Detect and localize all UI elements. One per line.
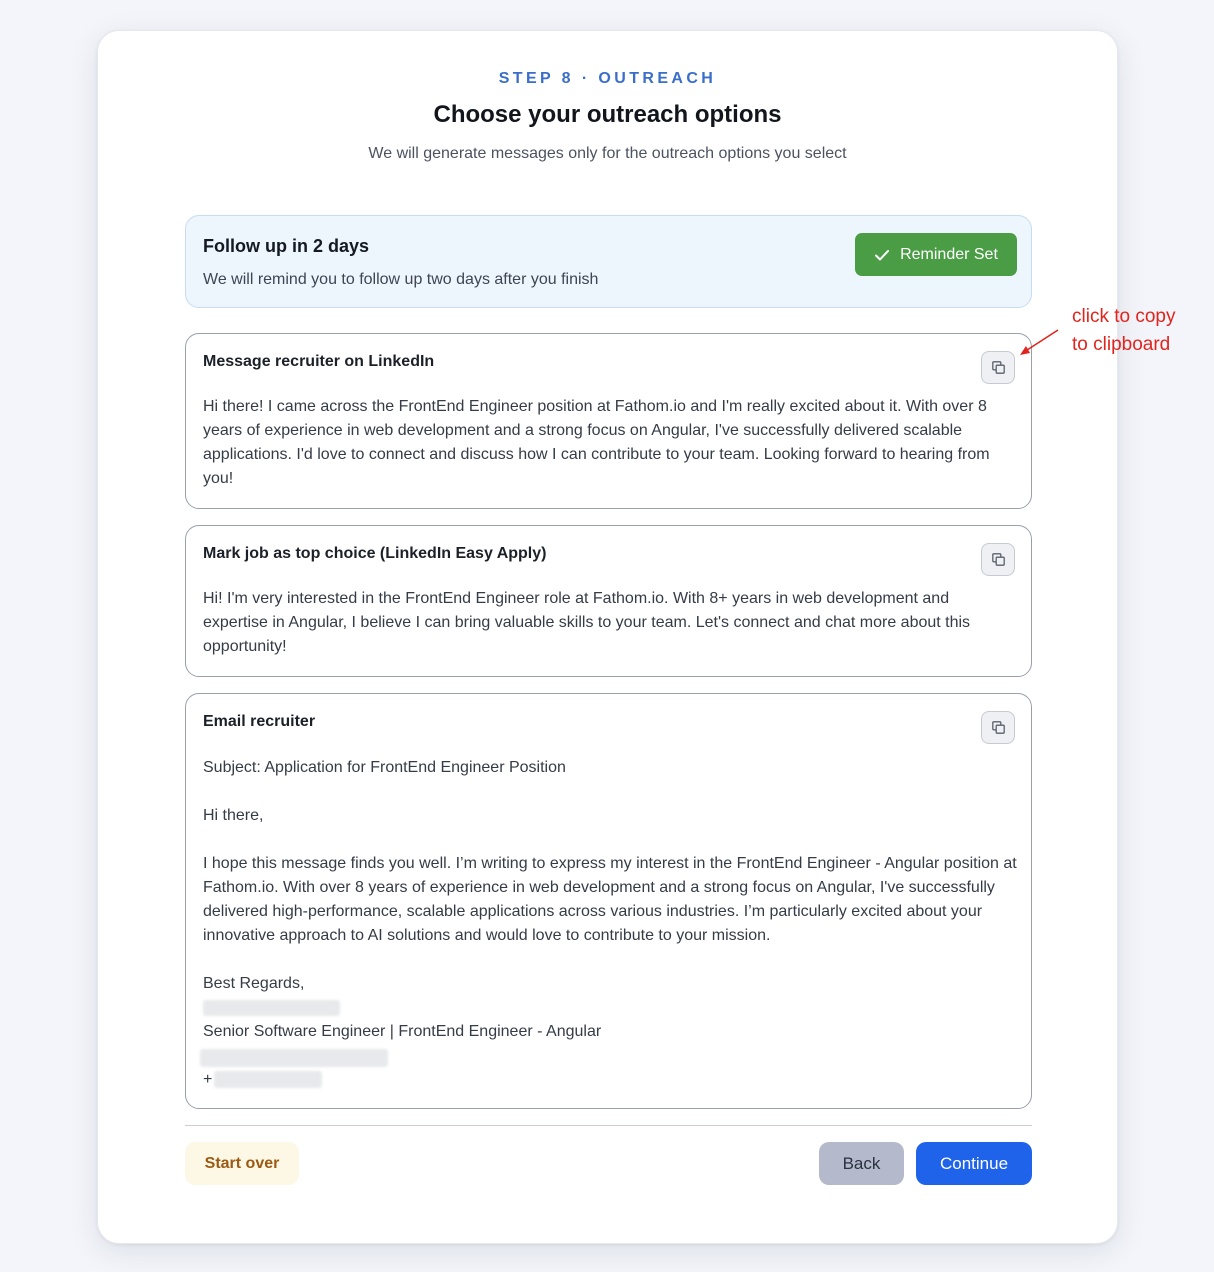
email-greeting: Hi there,: [203, 807, 264, 824]
copy-button[interactable]: [981, 351, 1015, 384]
copy-annotation: click to copy to clipboard: [1072, 306, 1176, 355]
message-title: Mark job as top choice (LinkedIn Easy Apply): [203, 545, 547, 562]
back-button[interactable]: Back: [819, 1142, 904, 1185]
reminder-description: We will remind you to follow up two days after you finish: [203, 271, 599, 288]
copy-button[interactable]: [981, 711, 1015, 744]
footer-divider: [185, 1125, 1032, 1126]
redacted-contact: [200, 1049, 388, 1067]
step-label: STEP 8 · OUTREACH: [498, 70, 717, 87]
copy-button[interactable]: [981, 543, 1015, 576]
copy-icon: [992, 361, 1005, 374]
top-choice-message-card: [185, 525, 1032, 677]
copy-icon: [992, 553, 1005, 566]
page-subtitle: We will generate messages only for the outreach options you select: [368, 145, 847, 162]
check-icon: [874, 247, 890, 263]
continue-button[interactable]: Continue: [916, 1142, 1032, 1185]
annotation-arrow-icon: [1014, 326, 1062, 358]
email-signoff: Best Regards,: [203, 975, 305, 992]
redacted-name: [203, 1000, 340, 1016]
email-message-card: [185, 693, 1032, 1109]
follow-up-reminder-panel: [185, 215, 1032, 308]
copy-icon: [992, 721, 1005, 734]
reminder-set-button[interactable]: [855, 233, 1017, 276]
start-over-button[interactable]: Start over: [185, 1142, 299, 1185]
email-signature-title: Senior Software Engineer | FrontEnd Engineer - Angular: [203, 1023, 602, 1040]
email-subject: Subject: Application for FrontEnd Engineer Position: [203, 759, 566, 776]
message-body: Hi there! I came across the FrontEnd Engineer position at Fathom.io and I'm really excited about it. With over 8 years of experience in web development and a strong focus on Angular, I've successfully delivered scalable applications. I'd love to connect and discuss how I can contribute to your team. Looking forward to hearing from you!: [203, 398, 990, 487]
message-body: Hi! I'm very interested in the FrontEnd Engineer role at Fathom.io. With 8+ years in web development and expertise in Angular, I believe I can bring valuable skills to your team. Let's connect and chat more about this opportunity!: [203, 590, 971, 655]
page-title: Choose your outreach options: [433, 101, 782, 128]
message-title: Message recruiter on LinkedIn: [203, 353, 435, 370]
linkedin-message-card: [185, 333, 1032, 509]
reminder-title: Follow up in 2 days: [203, 236, 370, 256]
outreach-card: [97, 30, 1118, 1244]
email-body: I hope this message finds you well. I’m writing to express my interest in the FrontEnd Engineer - Angular position at Fathom.io. With over 8 years of experience in web development and a strong focus on Angular, I've successfully delivered high-performance, scalable applications across various industries. I’m particularly excited about your innovative approach to AI solutions and would love to contribute to your mission.: [203, 855, 1017, 944]
message-title: Email recruiter: [203, 713, 316, 730]
redacted-phone: [214, 1071, 322, 1088]
phone-prefix: +: [203, 1071, 213, 1088]
reminder-button-label: Reminder Set: [900, 245, 998, 263]
